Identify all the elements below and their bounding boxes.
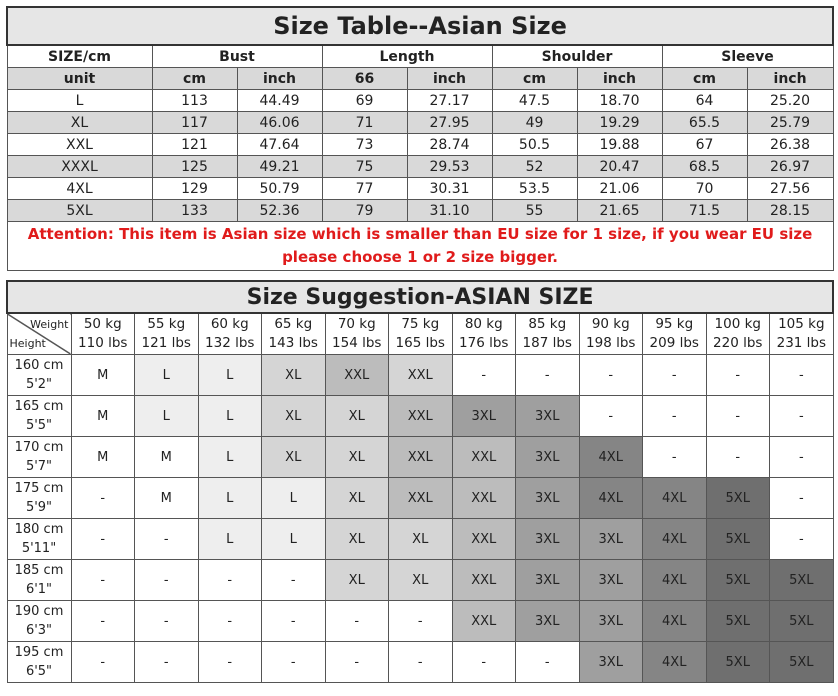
suggestion-row <box>7 519 833 560</box>
measurement-cell: 133 <box>152 200 237 222</box>
measurement-cell: 46.06 <box>237 112 322 134</box>
unit-cell: inch <box>747 68 833 90</box>
suggested-size-cell: 3XL <box>452 396 516 437</box>
measurement-cell: 47.5 <box>492 90 577 112</box>
weight-kg: 90 kg <box>591 316 630 332</box>
suggested-size-cell: 4XL <box>643 642 707 683</box>
height-cm: 190 cm <box>14 604 64 619</box>
measurement-cell: 52.36 <box>237 200 322 222</box>
measurement-cell: 49 <box>492 112 577 134</box>
size-column-header: SIZE/cm <box>7 45 152 68</box>
suggested-size-cell: 5XL <box>770 601 834 642</box>
height-cm: 175 cm <box>14 481 64 496</box>
suggested-size-cell: - <box>262 560 326 601</box>
size-row <box>7 156 833 178</box>
suggested-size-cell: L <box>198 396 262 437</box>
measurement-cell: 19.29 <box>577 112 662 134</box>
suggested-size-cell: 3XL <box>579 642 643 683</box>
size-suggestion-table <box>6 280 834 683</box>
suggestion-row <box>7 601 833 642</box>
measurement-cell: 20.47 <box>577 156 662 178</box>
weight-header-cell <box>262 313 326 355</box>
weight-header-cell <box>643 313 707 355</box>
suggested-size-cell: 5XL <box>706 519 770 560</box>
measurement-cell: 64 <box>662 90 747 112</box>
height-cm: 195 cm <box>14 645 64 660</box>
weight-lbs: 143 lbs <box>268 335 318 351</box>
suggested-size-cell: - <box>71 560 135 601</box>
suggested-size-cell: L <box>135 355 199 396</box>
measurement-cell: 26.38 <box>747 134 833 156</box>
suggested-size-cell: - <box>71 601 135 642</box>
suggested-size-cell: - <box>770 519 834 560</box>
suggested-size-cell: - <box>579 396 643 437</box>
weight-lbs: 165 lbs <box>395 335 445 351</box>
height-header-cell <box>7 519 71 560</box>
suggested-size-cell: - <box>262 601 326 642</box>
unit-cell: cm <box>152 68 237 90</box>
weight-lbs: 110 lbs <box>78 335 128 351</box>
size-row <box>7 134 833 156</box>
size-row <box>7 90 833 112</box>
suggestion-title: Size Suggestion-ASIAN SIZE <box>7 281 833 313</box>
attention-note: Attention: This item is Asian size which is smaller than EU size for 1 size, if you wear EU size please choose 1 or 2 size bigger. <box>7 222 833 271</box>
weight-lbs: 187 lbs <box>522 335 572 351</box>
height-label: Height <box>9 337 46 350</box>
suggested-size-cell: 4XL <box>643 601 707 642</box>
height-cm: 185 cm <box>14 563 64 578</box>
suggested-size-cell: L <box>262 519 326 560</box>
measurement-cell: 113 <box>152 90 237 112</box>
unit-cell: inch <box>577 68 662 90</box>
suggested-size-cell: - <box>770 355 834 396</box>
suggested-size-cell: XXL <box>389 437 453 478</box>
suggested-size-cell: M <box>135 478 199 519</box>
suggested-size-cell: 3XL <box>516 396 580 437</box>
measurement-cell: 49.21 <box>237 156 322 178</box>
suggested-size-cell: - <box>706 355 770 396</box>
weight-kg: 65 kg <box>274 316 313 332</box>
suggested-size-cell: 3XL <box>516 601 580 642</box>
measurement-cell: 125 <box>152 156 237 178</box>
weight-kg: 50 kg <box>83 316 122 332</box>
size-name-cell: L <box>7 90 152 112</box>
suggested-size-cell: M <box>71 437 135 478</box>
weight-header-cell <box>71 313 135 355</box>
sleeve-header: Sleeve <box>662 45 833 68</box>
unit-cell: cm <box>492 68 577 90</box>
suggested-size-cell: - <box>770 396 834 437</box>
suggested-size-cell: 3XL <box>516 519 580 560</box>
measurement-cell: 25.20 <box>747 90 833 112</box>
weight-kg: 80 kg <box>464 316 503 332</box>
suggested-size-cell: XL <box>325 478 389 519</box>
height-header-cell <box>7 437 71 478</box>
suggested-size-cell: 3XL <box>579 560 643 601</box>
suggested-size-cell: - <box>516 642 580 683</box>
weight-lbs: 209 lbs <box>649 335 699 351</box>
suggested-size-cell: XL <box>262 437 326 478</box>
suggested-size-cell: XL <box>389 560 453 601</box>
height-cm: 165 cm <box>14 399 64 414</box>
unit-cell: inch <box>237 68 322 90</box>
suggested-size-cell: - <box>389 601 453 642</box>
height-ft: 5'11" <box>21 541 57 556</box>
measurement-cell: 117 <box>152 112 237 134</box>
suggested-size-cell: 5XL <box>770 642 834 683</box>
measurement-cell: 71 <box>322 112 407 134</box>
measurement-cell: 121 <box>152 134 237 156</box>
suggested-size-cell: - <box>770 478 834 519</box>
suggested-size-cell: L <box>135 396 199 437</box>
suggested-size-cell: XL <box>325 519 389 560</box>
suggested-size-cell: - <box>325 642 389 683</box>
weight-kg: 105 kg <box>778 316 825 332</box>
height-ft: 5'2" <box>25 377 53 392</box>
unit-cell: unit <box>7 68 152 90</box>
suggested-size-cell: 4XL <box>643 519 707 560</box>
suggested-size-cell: 4XL <box>643 560 707 601</box>
suggested-size-cell: 3XL <box>579 601 643 642</box>
suggested-size-cell: XXL <box>452 519 516 560</box>
weight-kg: 100 kg <box>714 316 761 332</box>
bust-header: Bust <box>152 45 322 68</box>
size-name-cell: XXL <box>7 134 152 156</box>
unit-cell: 66 <box>322 68 407 90</box>
weight-lbs: 121 lbs <box>141 335 191 351</box>
size-name-cell: XL <box>7 112 152 134</box>
measurement-cell: 73 <box>322 134 407 156</box>
suggested-size-cell: 3XL <box>579 519 643 560</box>
measurement-cell: 27.17 <box>407 90 492 112</box>
suggested-size-cell: XXL <box>389 355 453 396</box>
suggested-size-cell: XXL <box>452 601 516 642</box>
measurement-cell: 30.31 <box>407 178 492 200</box>
suggested-size-cell: L <box>262 478 326 519</box>
weight-lbs: 198 lbs <box>586 335 636 351</box>
suggested-size-cell: M <box>71 396 135 437</box>
height-ft: 6'5" <box>25 664 53 679</box>
weight-header-cell <box>389 313 453 355</box>
size-table <box>6 6 834 271</box>
weight-header-cell <box>706 313 770 355</box>
measurement-cell: 50.5 <box>492 134 577 156</box>
suggested-size-cell: XXL <box>452 437 516 478</box>
height-header-cell <box>7 478 71 519</box>
weight-header-cell <box>135 313 199 355</box>
suggested-size-cell: - <box>71 478 135 519</box>
measurement-cell: 77 <box>322 178 407 200</box>
suggested-size-cell: - <box>135 560 199 601</box>
shoulder-header: Shoulder <box>492 45 662 68</box>
weight-kg: 60 kg <box>210 316 249 332</box>
suggested-size-cell: XL <box>262 396 326 437</box>
measurement-cell: 25.79 <box>747 112 833 134</box>
suggested-size-cell: XXL <box>452 478 516 519</box>
suggested-size-cell: - <box>325 601 389 642</box>
size-name-cell: 4XL <box>7 178 152 200</box>
height-ft: 5'7" <box>25 459 53 474</box>
weight-kg: 75 kg <box>401 316 440 332</box>
weight-kg: 95 kg <box>655 316 694 332</box>
measurement-cell: 27.56 <box>747 178 833 200</box>
measurement-cell: 55 <box>492 200 577 222</box>
height-cm: 180 cm <box>14 522 64 537</box>
measurement-cell: 47.64 <box>237 134 322 156</box>
suggested-size-cell: - <box>71 642 135 683</box>
suggestion-row <box>7 355 833 396</box>
weight-lbs: 132 lbs <box>205 335 255 351</box>
measurement-cell: 69 <box>322 90 407 112</box>
weight-kg: 85 kg <box>528 316 567 332</box>
suggested-size-cell: - <box>198 601 262 642</box>
suggestion-row <box>7 437 833 478</box>
suggestion-row <box>7 642 833 683</box>
size-table-title: Size Table--Asian Size <box>7 7 833 45</box>
suggested-size-cell: 3XL <box>516 478 580 519</box>
suggested-size-cell: 5XL <box>706 642 770 683</box>
suggested-size-cell: 3XL <box>516 437 580 478</box>
weight-kg: 55 kg <box>147 316 186 332</box>
size-row <box>7 200 833 222</box>
suggested-size-cell: L <box>198 519 262 560</box>
measurement-cell: 44.49 <box>237 90 322 112</box>
suggested-size-cell: - <box>135 601 199 642</box>
suggested-size-cell: XL <box>389 519 453 560</box>
size-row <box>7 112 833 134</box>
height-header-cell <box>7 396 71 437</box>
height-header-cell <box>7 355 71 396</box>
suggested-size-cell: XL <box>325 560 389 601</box>
measurement-cell: 28.15 <box>747 200 833 222</box>
suggested-size-cell: 5XL <box>706 560 770 601</box>
suggested-size-cell: L <box>198 437 262 478</box>
unit-row <box>7 68 833 90</box>
weight-kg: 70 kg <box>337 316 376 332</box>
measurement-cell: 18.70 <box>577 90 662 112</box>
measurement-cell: 21.65 <box>577 200 662 222</box>
suggested-size-cell: - <box>516 355 580 396</box>
measurement-cell: 129 <box>152 178 237 200</box>
suggested-size-cell: XL <box>325 437 389 478</box>
weight-header-cell <box>770 313 834 355</box>
suggested-size-cell: XXL <box>389 478 453 519</box>
suggested-size-cell: M <box>71 355 135 396</box>
suggested-size-cell: XL <box>262 355 326 396</box>
suggested-size-cell: 5XL <box>706 478 770 519</box>
suggestion-row <box>7 478 833 519</box>
suggested-size-cell: 4XL <box>643 478 707 519</box>
measurement-cell: 29.53 <box>407 156 492 178</box>
suggested-size-cell: XXL <box>452 560 516 601</box>
measurement-cell: 26.97 <box>747 156 833 178</box>
weight-lbs: 231 lbs <box>776 335 827 351</box>
height-header-cell <box>7 560 71 601</box>
weight-header-cell <box>516 313 580 355</box>
weight-header-cell <box>325 313 389 355</box>
suggested-size-cell: 4XL <box>579 478 643 519</box>
suggested-size-cell: XXL <box>325 355 389 396</box>
suggested-size-cell: - <box>706 437 770 478</box>
suggested-size-cell: L <box>198 355 262 396</box>
height-cm: 160 cm <box>14 358 64 373</box>
suggested-size-cell: - <box>198 642 262 683</box>
suggested-size-cell: - <box>706 396 770 437</box>
measurement-cell: 67 <box>662 134 747 156</box>
weight-header-cell <box>198 313 262 355</box>
suggested-size-cell: XXL <box>389 396 453 437</box>
suggested-size-cell: - <box>452 355 516 396</box>
measurement-cell: 65.5 <box>662 112 747 134</box>
suggested-size-cell: M <box>135 437 199 478</box>
measurement-cell: 19.88 <box>577 134 662 156</box>
height-header-cell <box>7 601 71 642</box>
suggested-size-cell: - <box>198 560 262 601</box>
suggested-size-cell: - <box>135 519 199 560</box>
height-cm: 170 cm <box>14 440 64 455</box>
measurement-cell: 70 <box>662 178 747 200</box>
measurement-cell: 53.5 <box>492 178 577 200</box>
suggested-size-cell: - <box>389 642 453 683</box>
suggestion-row <box>7 396 833 437</box>
unit-cell: cm <box>662 68 747 90</box>
size-name-cell: XXXL <box>7 156 152 178</box>
height-ft: 6'3" <box>25 623 53 638</box>
weight-lbs: 154 lbs <box>332 335 382 351</box>
measurement-cell: 79 <box>322 200 407 222</box>
suggested-size-cell: L <box>198 478 262 519</box>
unit-cell: inch <box>407 68 492 90</box>
measurement-cell: 75 <box>322 156 407 178</box>
suggested-size-cell: - <box>135 642 199 683</box>
measurement-cell: 28.74 <box>407 134 492 156</box>
suggested-size-cell: - <box>643 437 707 478</box>
suggestion-row <box>7 560 833 601</box>
suggested-size-cell: - <box>452 642 516 683</box>
weight-lbs: 176 lbs <box>459 335 509 351</box>
measurement-cell: 71.5 <box>662 200 747 222</box>
height-header-cell <box>7 642 71 683</box>
weight-label: Weight <box>30 318 69 331</box>
suggested-size-cell: 5XL <box>770 560 834 601</box>
height-ft: 5'5" <box>25 418 53 433</box>
size-row <box>7 178 833 200</box>
measurement-cell: 68.5 <box>662 156 747 178</box>
length-header: Length <box>322 45 492 68</box>
suggested-size-cell: - <box>579 355 643 396</box>
weight-height-corner <box>7 313 71 355</box>
suggested-size-cell: - <box>643 396 707 437</box>
suggested-size-cell: - <box>262 642 326 683</box>
measurement-cell: 50.79 <box>237 178 322 200</box>
suggested-size-cell: 5XL <box>706 601 770 642</box>
height-ft: 6'1" <box>25 582 53 597</box>
suggested-size-cell: 4XL <box>579 437 643 478</box>
suggested-size-cell: - <box>770 437 834 478</box>
suggested-size-cell: - <box>71 519 135 560</box>
weight-lbs: 220 lbs <box>713 335 763 351</box>
measurement-cell: 27.95 <box>407 112 492 134</box>
measurement-cell: 21.06 <box>577 178 662 200</box>
measurement-cell: 31.10 <box>407 200 492 222</box>
weight-header-cell <box>452 313 516 355</box>
suggested-size-cell: XL <box>325 396 389 437</box>
suggested-size-cell: - <box>643 355 707 396</box>
weight-header-cell <box>579 313 643 355</box>
size-name-cell: 5XL <box>7 200 152 222</box>
measurement-cell: 52 <box>492 156 577 178</box>
height-ft: 5'9" <box>25 500 53 515</box>
suggested-size-cell: 3XL <box>516 560 580 601</box>
